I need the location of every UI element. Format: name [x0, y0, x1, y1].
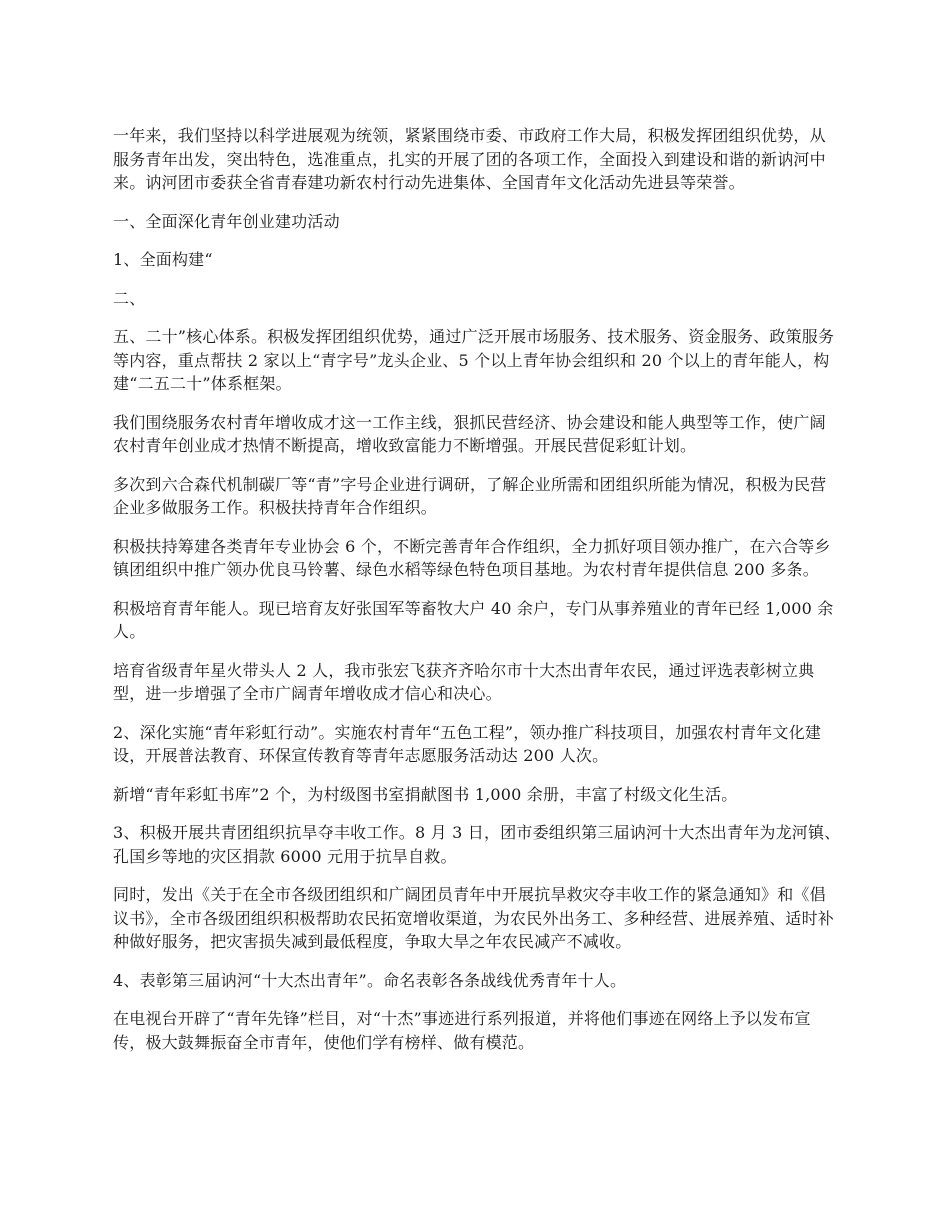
paragraph-fragment: 二、	[113, 288, 146, 308]
paragraph-enterprise-research: 多次到六合森代机制碳厂等“青”字号企业进行调研，了解企业所需和团组织所能为情况，积极为民营企业多做服务工作。积极扶持青年合作组织。	[113, 474, 827, 517]
paragraph-top-ten-youth: 4、表彰第三届讷河“十大杰出青年”。命名表彰各条战线优秀青年十人。	[113, 970, 627, 990]
paragraph-associations: 积极扶持筹建各类青年专业协会 6 个，不断完善青年合作组织，全力抓好项目领办推广，在六合等乡镇团组织中推广领办优良马铃薯、绿色水稻等绿色特色项目基地。为农村青年提供信息 200 多条。	[113, 536, 831, 579]
document-body	[113, 124, 841, 1069]
paragraph-spark-leaders: 培育省级青年星火带头人 2 人，我市张宏飞获齐齐哈尔市十大杰出青年农民，通过评选表彰树立典型，进一步增强了全市广阔青年增收成才信心和决心。	[113, 660, 815, 703]
paragraph-emergency-notice: 同时，发出《关于在全市各级团组织和广阔团员青年中开展抗旱救灾夺丰收工作的紧急通知》和《倡议书》，全市各级团组织积极帮助农民拓宽增收渠道，为农民外出务工、多种经营、进展养殖、适时补种做好服务，把灾害损失减到最低程度，争取大旱之年农民减产不减收。	[113, 885, 835, 951]
paragraph-rural-youth: 我们围绕服务农村青年增收成才这一工作主线，狠抓民营经济、协会建设和能人典型等工作，使广阔农村青年创业成才热情不断提高，增收致富能力不断增强。开展民营促彩虹计划。	[113, 412, 826, 455]
section-heading-1: 一、全面深化青年创业建功活动	[113, 211, 340, 231]
paragraph-intro: 一年来，我们坚持以科学进展观为统领，紧紧围绕市委、市政府工作大局，积极发挥团组织优势，从服务青年出发，突出特色，选准重点，扎实的开展了团的各项工作，全面投入到建设和谐的新讷河中来。讷河团市委获全省青春建功新农村行动先进集体、全国青年文化活动先进县等荣誉。	[113, 126, 826, 192]
paragraph-drought-relief: 3、积极开展共青团组织抗旱夺丰收工作。8 月 3 日，团市委组织第三届讷河十大杰出青年为龙河镇、孔国乡等地的灾区捐款 6000 元用于抗旱自救。	[113, 823, 841, 866]
paragraph-rainbow-library: 新增“青年彩虹书库”2 个，为村级图书室捐献图书 1,000 余册，丰富了村级文化生活。	[113, 784, 738, 804]
paragraph-talent: 积极培育青年能人。现已培育友好张国军等畜牧大户 40 余户，专门从事养殖业的青年已经 1,000 余人。	[113, 598, 834, 641]
paragraph-tv-column: 在电视台开辟了“青年先锋”栏目，对“十杰”事迹进行系列报道，并将他们事迹在网络上予以发布宣传，极大鼓舞振奋全市青年，使他们学有榜样、做有模范。	[113, 1009, 811, 1052]
paragraph-core-system: 五、二十”核心体系。积极发挥团组织优势，通过广泛开展市场服务、技术服务、资金服务、政策服务等内容，重点帮扶 2 家以上“青字号”龙头企业、5 个以上青年协会组织和 20 个以上的青年能人，构建“二五二十”体系框架。	[113, 327, 835, 393]
paragraph-rainbow-action: 2、深化实施“青年彩虹行动”。实施农村青年“五色工程”，领办推广科技项目，加强农村青年文化建设，开展普法教育、环保宣传教育等青年志愿服务活动达 200 人次。	[113, 722, 822, 765]
subheading-1: 1、全面构建“	[113, 250, 213, 269]
